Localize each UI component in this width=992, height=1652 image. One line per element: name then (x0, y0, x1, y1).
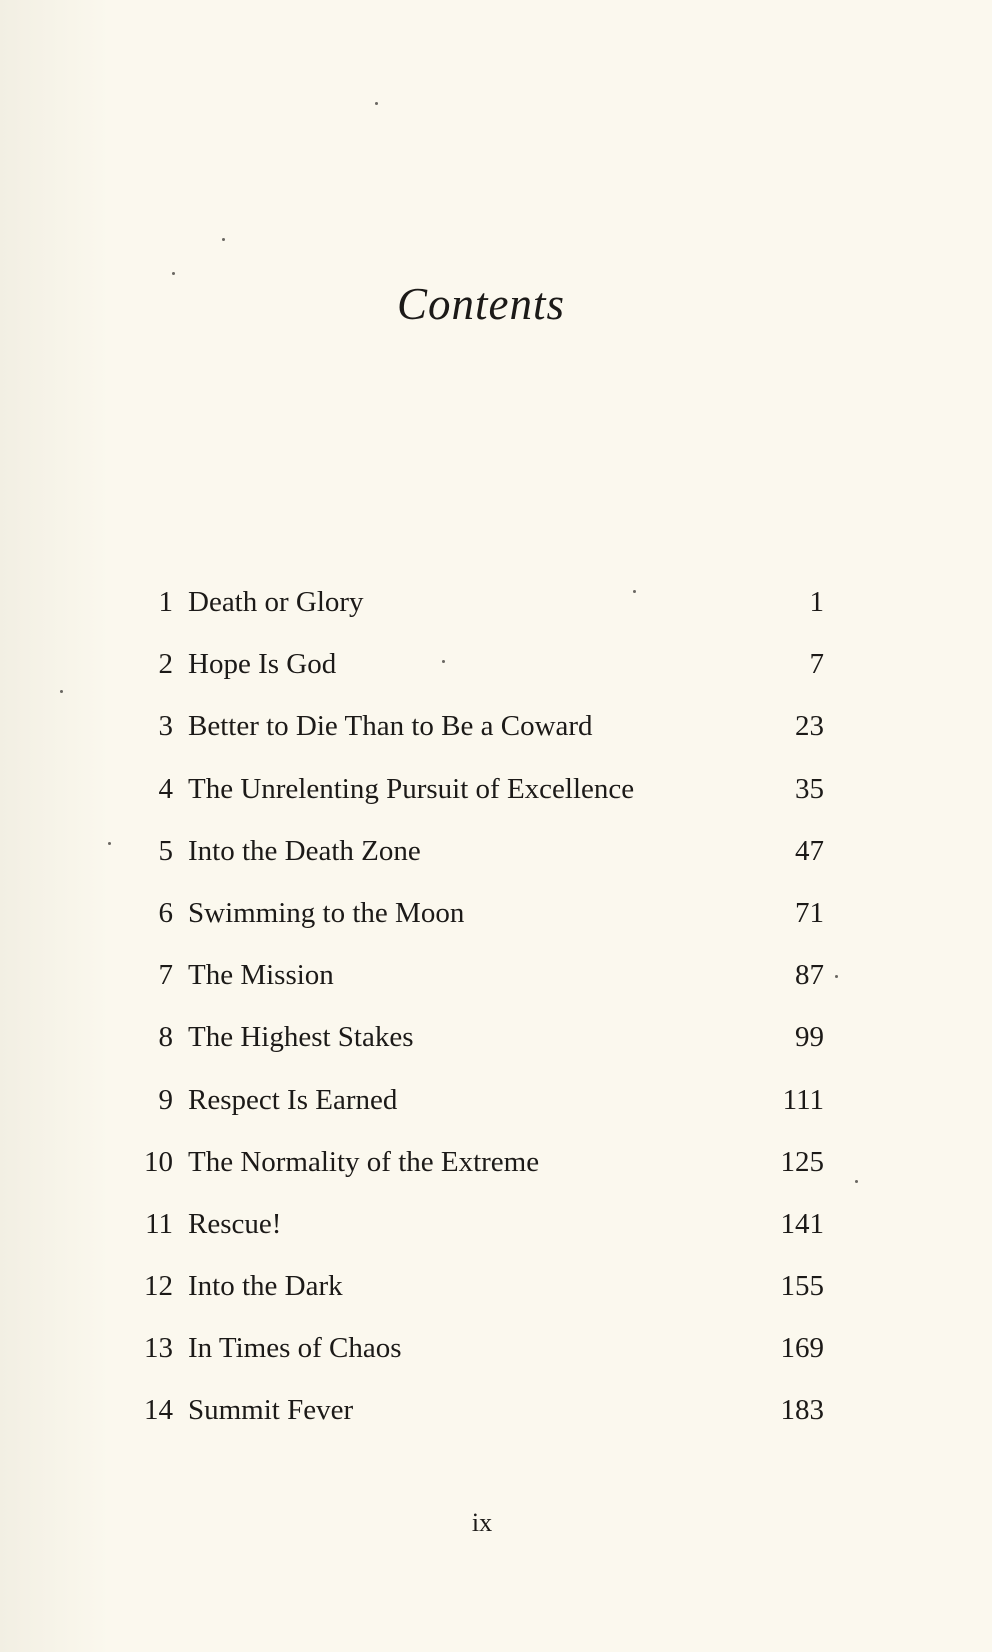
chapter-number: 7 (158, 959, 173, 992)
chapter-number: 1 (158, 586, 173, 618)
chapter-title: Hope Is God (188, 648, 337, 681)
chapter-number: 14 (144, 1394, 173, 1427)
chapter-number: 12 (144, 1270, 173, 1303)
page-number: 99 (795, 1021, 824, 1054)
chapter-title: Respect Is Earned (188, 1083, 398, 1116)
page-number: 87 (795, 959, 824, 992)
toc-entry[interactable] (0, 1021, 992, 1083)
chapter-number: 9 (158, 1083, 173, 1116)
chapter-number: 2 (158, 648, 173, 681)
toc-entry[interactable] (0, 1146, 992, 1208)
chapter-title: In Times of Chaos (188, 1332, 402, 1365)
page-number: 7 (809, 648, 824, 681)
toc-entry[interactable] (0, 648, 992, 710)
chapter-number: 13 (144, 1332, 173, 1365)
toc-entry[interactable] (0, 959, 992, 1021)
page-number: 35 (795, 772, 824, 805)
page-number: 23 (795, 710, 824, 743)
chapter-title: The Mission (188, 959, 334, 992)
chapter-number: 4 (158, 772, 173, 805)
page-number: 111 (782, 1083, 824, 1116)
toc-entry[interactable] (0, 1394, 992, 1456)
chapter-title: Better to Die Than to Be a Coward (188, 710, 593, 743)
toc-entry[interactable] (0, 586, 992, 648)
chapter-title: Swimming to the Moon (188, 896, 465, 929)
chapter-number: 6 (158, 896, 173, 929)
chapter-title: The Highest Stakes (188, 1021, 414, 1054)
chapter-title: The Unrelenting Pursuit of Excellence (188, 772, 635, 805)
chapter-title: Into the Dark (188, 1270, 343, 1303)
toc-entry[interactable] (0, 1084, 992, 1146)
toc-entry[interactable] (0, 1208, 992, 1270)
chapter-number: 5 (158, 834, 173, 867)
page-number: 183 (780, 1394, 824, 1427)
toc-entry[interactable] (0, 710, 992, 772)
chapter-number: 8 (158, 1021, 173, 1054)
page-number: 47 (795, 834, 824, 867)
chapter-number: 10 (144, 1145, 173, 1178)
paper-speck (222, 238, 225, 241)
chapter-title: Summit Fever (188, 1394, 354, 1427)
toc-entry[interactable] (0, 773, 992, 835)
chapter-number: 11 (145, 1207, 173, 1240)
page-number: 1 (809, 586, 824, 618)
toc-entry[interactable] (0, 1270, 992, 1332)
paper-speck (375, 102, 378, 105)
chapter-title: Rescue! (188, 1207, 282, 1240)
paper-speck (172, 272, 175, 275)
chapter-title: The Normality of the Extreme (188, 1145, 540, 1178)
page-number: 141 (780, 1207, 824, 1240)
page-number: 125 (780, 1145, 824, 1178)
table-of-contents (0, 586, 992, 1457)
toc-entry[interactable] (0, 835, 992, 897)
toc-entry[interactable] (0, 897, 992, 959)
chapter-title: Death or Glory (188, 586, 364, 618)
chapter-title: Into the Death Zone (188, 834, 421, 867)
toc-entry[interactable] (0, 1332, 992, 1394)
page-title: Contents (396, 279, 565, 329)
folio-page-number: ix (471, 1508, 493, 1537)
chapter-number: 3 (158, 710, 173, 743)
page-number: 71 (795, 896, 824, 929)
page-number: 155 (780, 1270, 824, 1303)
page-number: 169 (780, 1332, 824, 1365)
